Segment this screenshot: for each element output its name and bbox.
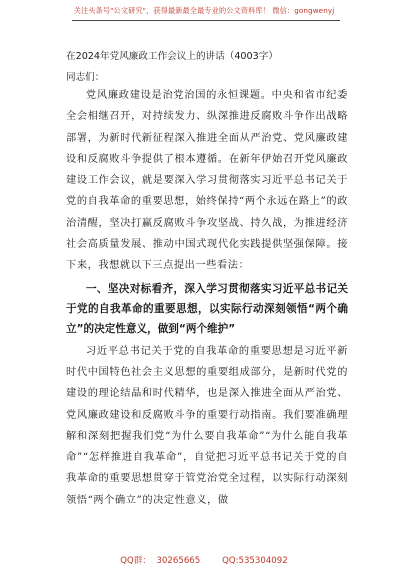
- paragraph-intro: 党风廉政建设是治党治国的永恒课题。中央和省市纪委全会相继召开，对持续发力、纵深推进反腐败斗争作出战略部署，为新时代新征程深入推进全面从严治党、党风廉政建设和反腐败斗争提供了根本遵循。在新年伊始召开党风廉政建设工作会议，就是要深入学习贯彻落实习近平总书记关于党的自我革命的重要思想，始终保持“两个永远在路上”的政治清醒，坚决打赢反腐败斗争攻坚战、持久战，为推进经济社会高质量发展、推动中国式现代化实践提供坚强保障。接下来，我想就以下三点提出一些看法：: [66, 90, 348, 272]
- header-divider: [72, 20, 340, 21]
- document-body: [66, 32, 348, 511]
- section-heading-1: 一、坚决对标看齐，深入学习贯彻落实习近平总书记关于党的自我革命的重要思想，以实际行动深刻领悟“两个确立”的决定性意义，做到“两个维护”: [66, 282, 348, 335]
- document-title: 在2024年党风廉政工作会议上的讲话（4003字）: [66, 51, 278, 62]
- salutation: 同志们：: [66, 72, 105, 83]
- header-banner: 关注头条号"公文研究"，获得最新最全最专业的公文资料库！ 微信：gongwenyj: [73, 6, 335, 15]
- footer-contact: QQ群： 30265665 QQ:535304092: [120, 556, 288, 566]
- paragraph-section-1: 习近平总书记关于党的自我革命的重要思想是习近平新时代中国特色社会主义思想的重要组成部分，是新时代党的建设的理论结晶和时代精华，也是深入推进全面从严治党、党风廉政建设和反腐败斗争的重要行动指南。我们要准确理解和深刻把握我们党“为什么要自我革命”“为什么能自我革命”“怎样推进自我革命”，自觉把习近平总书记关于党的自我革命的重要思想贯穿于管党治党全过程，以实际行动深刻领悟“两个确立”的决定性意义，做: [66, 345, 348, 506]
